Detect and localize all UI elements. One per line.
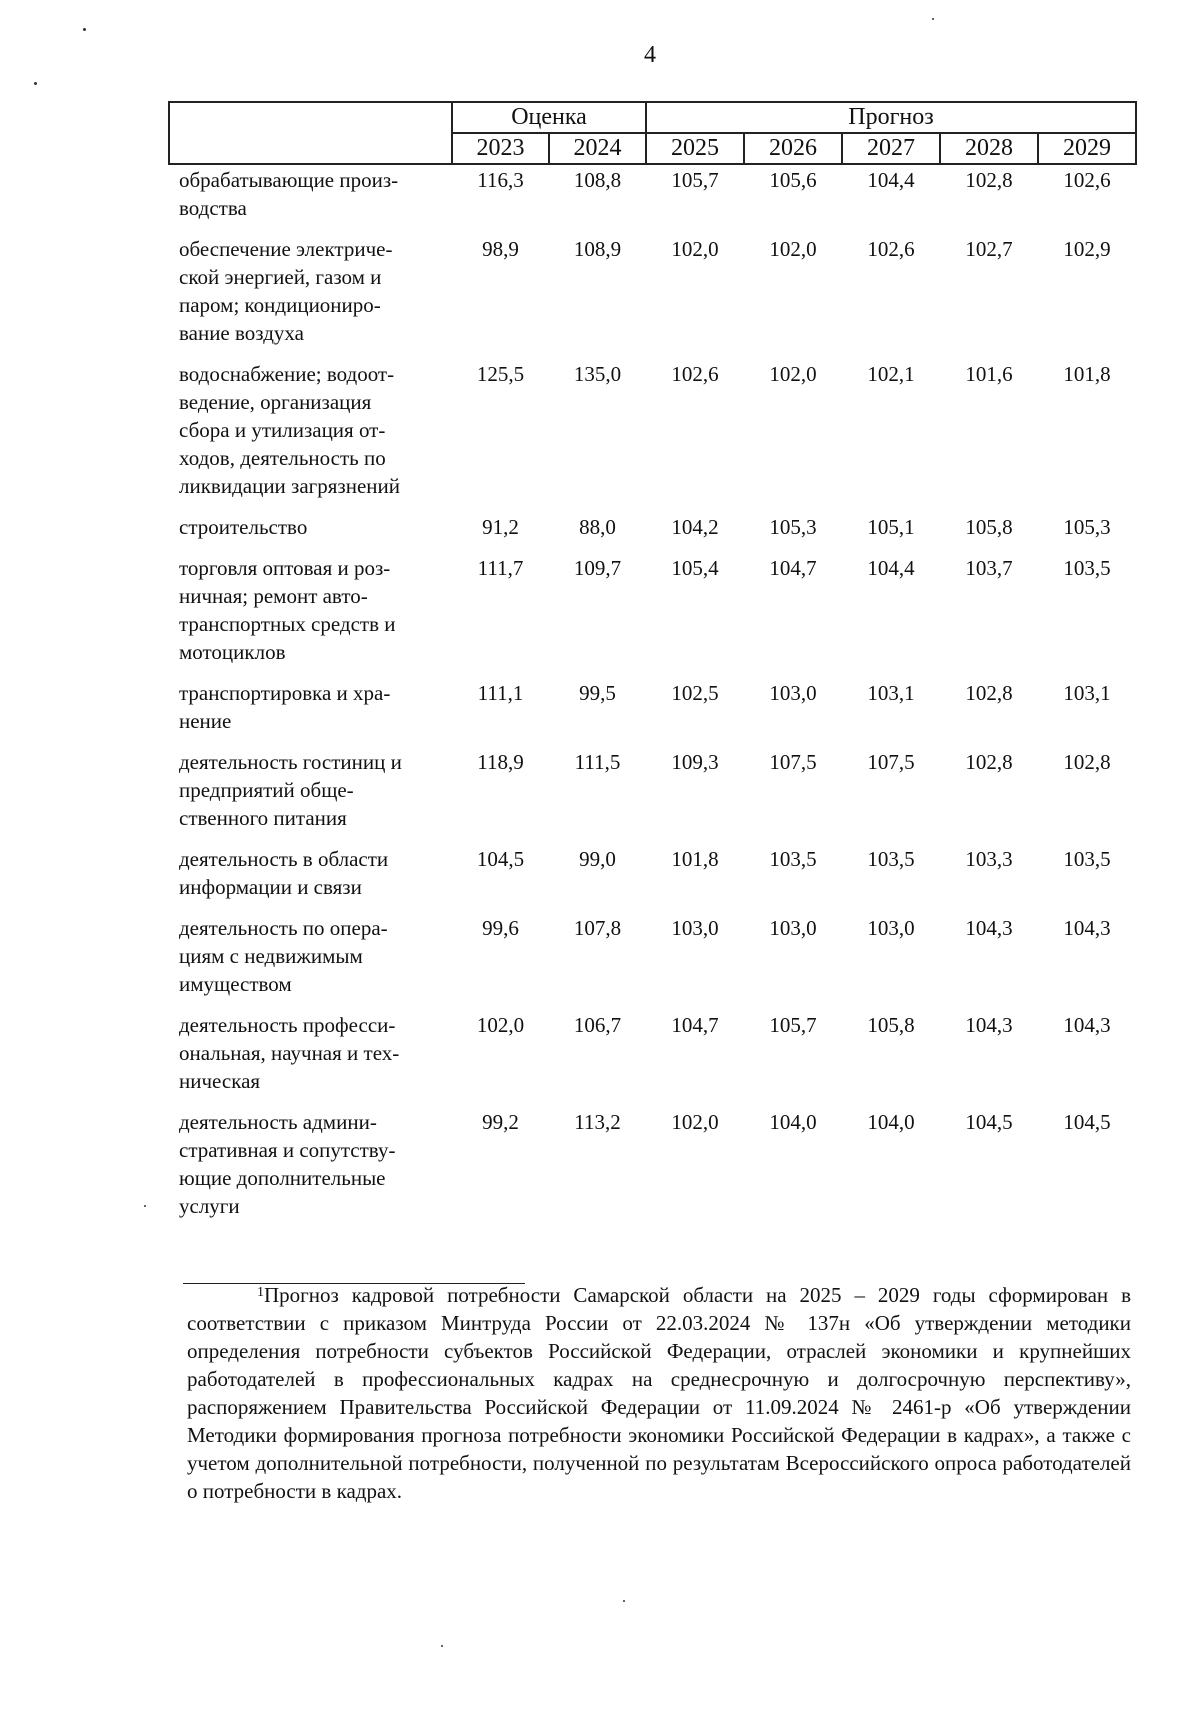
row-label: торговля оптовая и роз- ничная; ремонт авто- транспортных средств и мотоциклов [179, 556, 396, 664]
row-label: обрабатывающие произ- водства [179, 168, 399, 220]
footnote-text: Прогноз кадровой потребности Самарской области на 2025 – 2029 годы сформирован в соответствии с приказом Минтруда России от 22.03.2024 № 137н «Об утверждении методики определения потребности субъектов Российской Федерации, отраслей экономики и крупнейших работодателей в профессиональных кадрах на среднесрочную и долгосрочную перспективу», распоряжением Правительства Российской Федерации от 11.09.2024 № 2461-р «Об утверждении Методики формирования прогноза потребности экономики Российской Федерации в кадрах», а также с учетом дополнительной потребности, полученной по результатам Всероссийского опроса работодателей о потребности в кадрах. [187, 1283, 1131, 1503]
value-cell-2023: 104,5 [476, 847, 525, 871]
value-cell-2024: 107,8 [573, 916, 622, 940]
value-cell-2027: 103,5 [867, 847, 915, 871]
value-cell-2029: 103,5 [1063, 556, 1111, 580]
value-cell-2026: 103,0 [769, 916, 817, 940]
value-cell-2023: 102,0 [476, 1013, 525, 1037]
value-cell-2029: 102,9 [1063, 237, 1111, 261]
row-label: деятельность професси- ональная, научная и тех- ническая [179, 1013, 400, 1093]
value-cell-2029: 101,8 [1063, 362, 1111, 386]
header-year: 2025 [646, 133, 744, 164]
value-cell-2026: 103,0 [769, 681, 817, 705]
row-label: деятельность гостиниц и предприятий обще- ственного питания [179, 750, 402, 830]
value-cell-2026: 104,0 [769, 1110, 817, 1134]
value-cell-2023: 99,2 [482, 1110, 519, 1134]
value-cell-2027: 102,1 [867, 362, 915, 386]
table-row [169, 913, 1136, 1010]
header-year: 2028 [940, 133, 1038, 164]
value-cell-2028: 102,7 [965, 237, 1013, 261]
value-cell-2023: 91,2 [482, 515, 519, 539]
table-row [169, 164, 1136, 234]
footnote [187, 1281, 1131, 1505]
value-cell-2027: 104,0 [867, 1110, 915, 1134]
footnote-marker: 1 [257, 1285, 264, 1300]
value-cell-2026: 105,6 [769, 168, 817, 192]
header-year: 2027 [842, 133, 940, 164]
value-cell-2027: 105,8 [867, 1013, 915, 1037]
value-cell-2027: 105,1 [867, 515, 915, 539]
value-cell-2029: 105,3 [1063, 515, 1111, 539]
value-cell-2023: 111,1 [477, 681, 524, 705]
table-row [169, 678, 1136, 747]
value-cell-2024: 111,5 [574, 750, 621, 774]
header-year: 2029 [1038, 133, 1136, 164]
table-row [169, 512, 1136, 553]
value-cell-2026: 107,5 [769, 750, 817, 774]
value-cell-2023: 116,3 [477, 168, 524, 192]
value-cell-2029: 104,3 [1063, 916, 1111, 940]
value-cell-2023: 99,6 [482, 916, 519, 940]
value-cell-2027: 103,1 [867, 681, 915, 705]
header-row-groups [169, 102, 1136, 133]
value-cell-2029: 104,3 [1063, 1013, 1111, 1037]
value-cell-2025: 105,4 [671, 556, 719, 580]
value-cell-2024: 88,0 [579, 515, 616, 539]
value-cell-2025: 102,0 [671, 237, 719, 261]
value-cell-2029: 102,8 [1063, 750, 1111, 774]
value-cell-2029: 102,6 [1063, 168, 1111, 192]
table-row [169, 234, 1136, 359]
value-cell-2028: 101,6 [965, 362, 1013, 386]
header-year: 2026 [744, 133, 842, 164]
value-cell-2029: 104,5 [1063, 1110, 1111, 1134]
value-cell-2024: 99,5 [579, 681, 616, 705]
scan-speck [932, 18, 934, 20]
table-row [169, 553, 1136, 678]
value-cell-2025: 103,0 [671, 916, 719, 940]
value-cell-2024: 108,8 [573, 168, 622, 192]
row-label: транспортировка и хра- нение [179, 681, 391, 733]
value-cell-2025: 104,2 [671, 515, 719, 539]
value-cell-2025: 101,8 [671, 847, 719, 871]
value-cell-2026: 102,0 [769, 237, 817, 261]
value-cell-2028: 105,8 [965, 515, 1013, 539]
header-forecast: Прогноз [646, 102, 1136, 133]
table-body [169, 164, 1136, 1232]
value-cell-2025: 109,3 [671, 750, 719, 774]
value-cell-2026: 105,3 [769, 515, 817, 539]
value-cell-2028: 102,8 [965, 681, 1013, 705]
table-row [169, 1107, 1136, 1232]
value-cell-2027: 104,4 [867, 556, 915, 580]
table-row [169, 1010, 1136, 1107]
value-cell-2027: 102,6 [867, 237, 915, 261]
scan-speck [34, 82, 37, 85]
row-label: водоснабжение; водоот- ведение, организация сбора и утилизация от- ходов, деятельность по ликвидации загрязнений [179, 362, 401, 498]
value-cell-2024: 108,9 [573, 237, 622, 261]
header-estimate: Оценка [452, 102, 646, 133]
row-label: строительство [179, 515, 308, 539]
forecast-table [168, 101, 1137, 1232]
value-cell-2024: 99,0 [579, 847, 616, 871]
value-cell-2025: 102,0 [671, 1110, 719, 1134]
value-cell-2028: 102,8 [965, 750, 1013, 774]
value-cell-2028: 102,8 [965, 168, 1013, 192]
value-cell-2023: 98,9 [482, 237, 519, 261]
value-cell-2023: 111,7 [477, 556, 524, 580]
value-cell-2029: 103,5 [1063, 847, 1111, 871]
value-cell-2024: 113,2 [574, 1110, 621, 1134]
scan-speck [144, 1205, 146, 1207]
value-cell-2027: 107,5 [867, 750, 915, 774]
value-cell-2023: 125,5 [476, 362, 525, 386]
value-cell-2026: 103,5 [769, 847, 817, 871]
table-row [169, 747, 1136, 844]
value-cell-2028: 103,7 [965, 556, 1013, 580]
scan-speck [441, 1645, 443, 1647]
scan-speck [83, 28, 86, 31]
scan-speck [623, 1600, 625, 1602]
value-cell-2029: 103,1 [1063, 681, 1111, 705]
value-cell-2024: 106,7 [573, 1013, 622, 1037]
row-label: обеспечение электриче- ской энергией, газом и паром; кондициониро- вание воздуха [179, 237, 393, 345]
table-row [169, 844, 1136, 913]
value-cell-2028: 104,3 [965, 916, 1013, 940]
value-cell-2027: 104,4 [867, 168, 915, 192]
header-year: 2024 [549, 133, 646, 164]
value-cell-2028: 104,3 [965, 1013, 1013, 1037]
table-row [169, 359, 1136, 512]
value-cell-2028: 103,3 [965, 847, 1013, 871]
row-label: деятельность админи- стративная и сопутству- ющие дополнительные услуги [179, 1110, 396, 1218]
value-cell-2027: 103,0 [867, 916, 915, 940]
row-label: деятельность по опера- циям с недвижимым имуществом [179, 916, 388, 996]
value-cell-2024: 109,7 [573, 556, 622, 580]
value-cell-2026: 105,7 [769, 1013, 817, 1037]
value-cell-2025: 102,6 [671, 362, 719, 386]
header-corner-cell [169, 102, 452, 164]
page-number: 4 [644, 42, 656, 68]
value-cell-2023: 118,9 [477, 750, 524, 774]
header-year: 2023 [452, 133, 549, 164]
value-cell-2024: 135,0 [573, 362, 622, 386]
value-cell-2025: 105,7 [671, 168, 719, 192]
value-cell-2028: 104,5 [965, 1110, 1013, 1134]
value-cell-2026: 102,0 [769, 362, 817, 386]
value-cell-2026: 104,7 [769, 556, 817, 580]
row-label: деятельность в области информации и связи [179, 847, 389, 899]
value-cell-2025: 104,7 [671, 1013, 719, 1037]
value-cell-2025: 102,5 [671, 681, 719, 705]
